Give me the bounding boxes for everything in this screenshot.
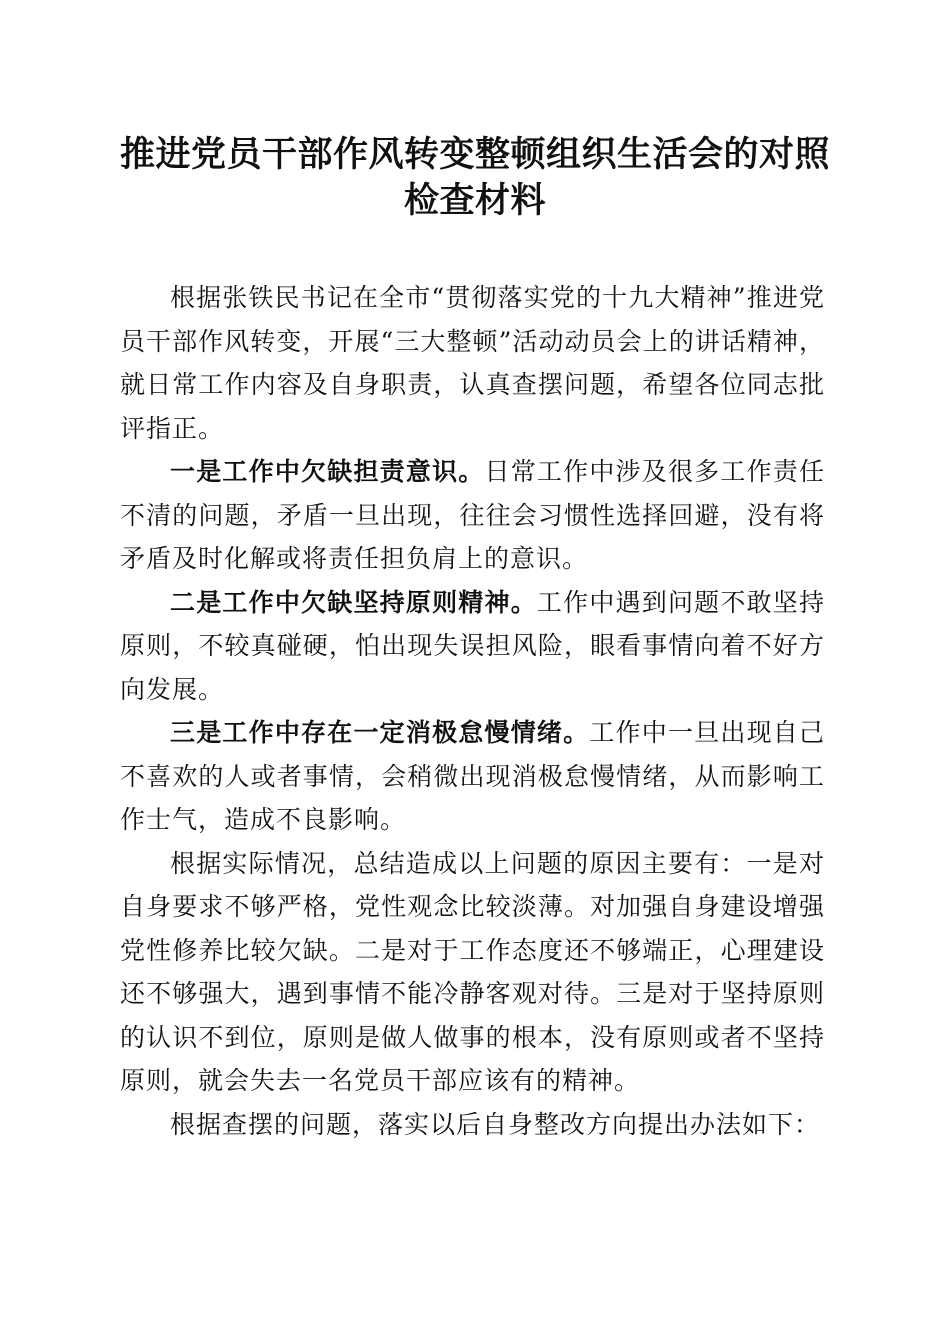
issue-1-lead: 一是工作中欠缺担责意识。: [170, 457, 485, 486]
issue-paragraph-2: [120, 581, 825, 712]
title-line-1: 推进党员干部作风转变整顿组织生活会的对照: [119, 134, 830, 175]
title-line-2: 检查材料: [403, 180, 546, 221]
measures-intro-paragraph: 根据查摆的问题，落实以后自身整改方向提出办法如下：: [170, 1109, 821, 1139]
issue-2-lead: 二是工作中欠缺坚持原则精神。: [170, 587, 537, 617]
issue-3-text: 工作中一旦出现自己不喜欢的人或者事情，会稍微出现消极怠慢情绪，从而影响工作士气，造成不良影响。: [120, 718, 825, 834]
issue-paragraph-3: [120, 711, 825, 842]
issue-1-text: 日常工作中涉及很多工作责任不清的问题，矛盾一旦出现，往往会习惯性选择回避，没有将矛盾及时化解或将责任担负肩上的意识。: [120, 457, 825, 573]
intro-paragraph: 根据张铁民书记在全市“贯彻落实党的十九大精神”推进党员干部作风转变，开展“三大整顿”活动动员会上的讲话精神，就日常工作内容及自身职责，认真查摆问题，希望各位同志批评指正。: [120, 283, 825, 443]
causes-paragraph: 根据实际情况，总结造成以上问题的原因主要有：一是对自身要求不够严格，党性观念比较淡薄。对加强自身建设增强党性修养比较欠缺。二是对于工作态度还不够端正，心理建设还不够强大，遇到事情不能冷静客观对待。三是对于坚持原则的认识不到位，原则是做人做事的根本，没有原则或者不坚持原则，就会失去一名党员干部应该有的精神。: [120, 848, 825, 1095]
document-title: [100, 132, 850, 224]
issue-3-lead: 三是工作中存在一定消极怠慢情绪。: [170, 718, 590, 747]
issue-2-text: 工作中遇到问题不敢坚持原则，不较真碰硬，怕出现失误担风险，眼看事情向着不好方向发展。: [120, 587, 825, 704]
issue-paragraph-1: [120, 450, 825, 581]
document-body: [120, 276, 825, 1146]
